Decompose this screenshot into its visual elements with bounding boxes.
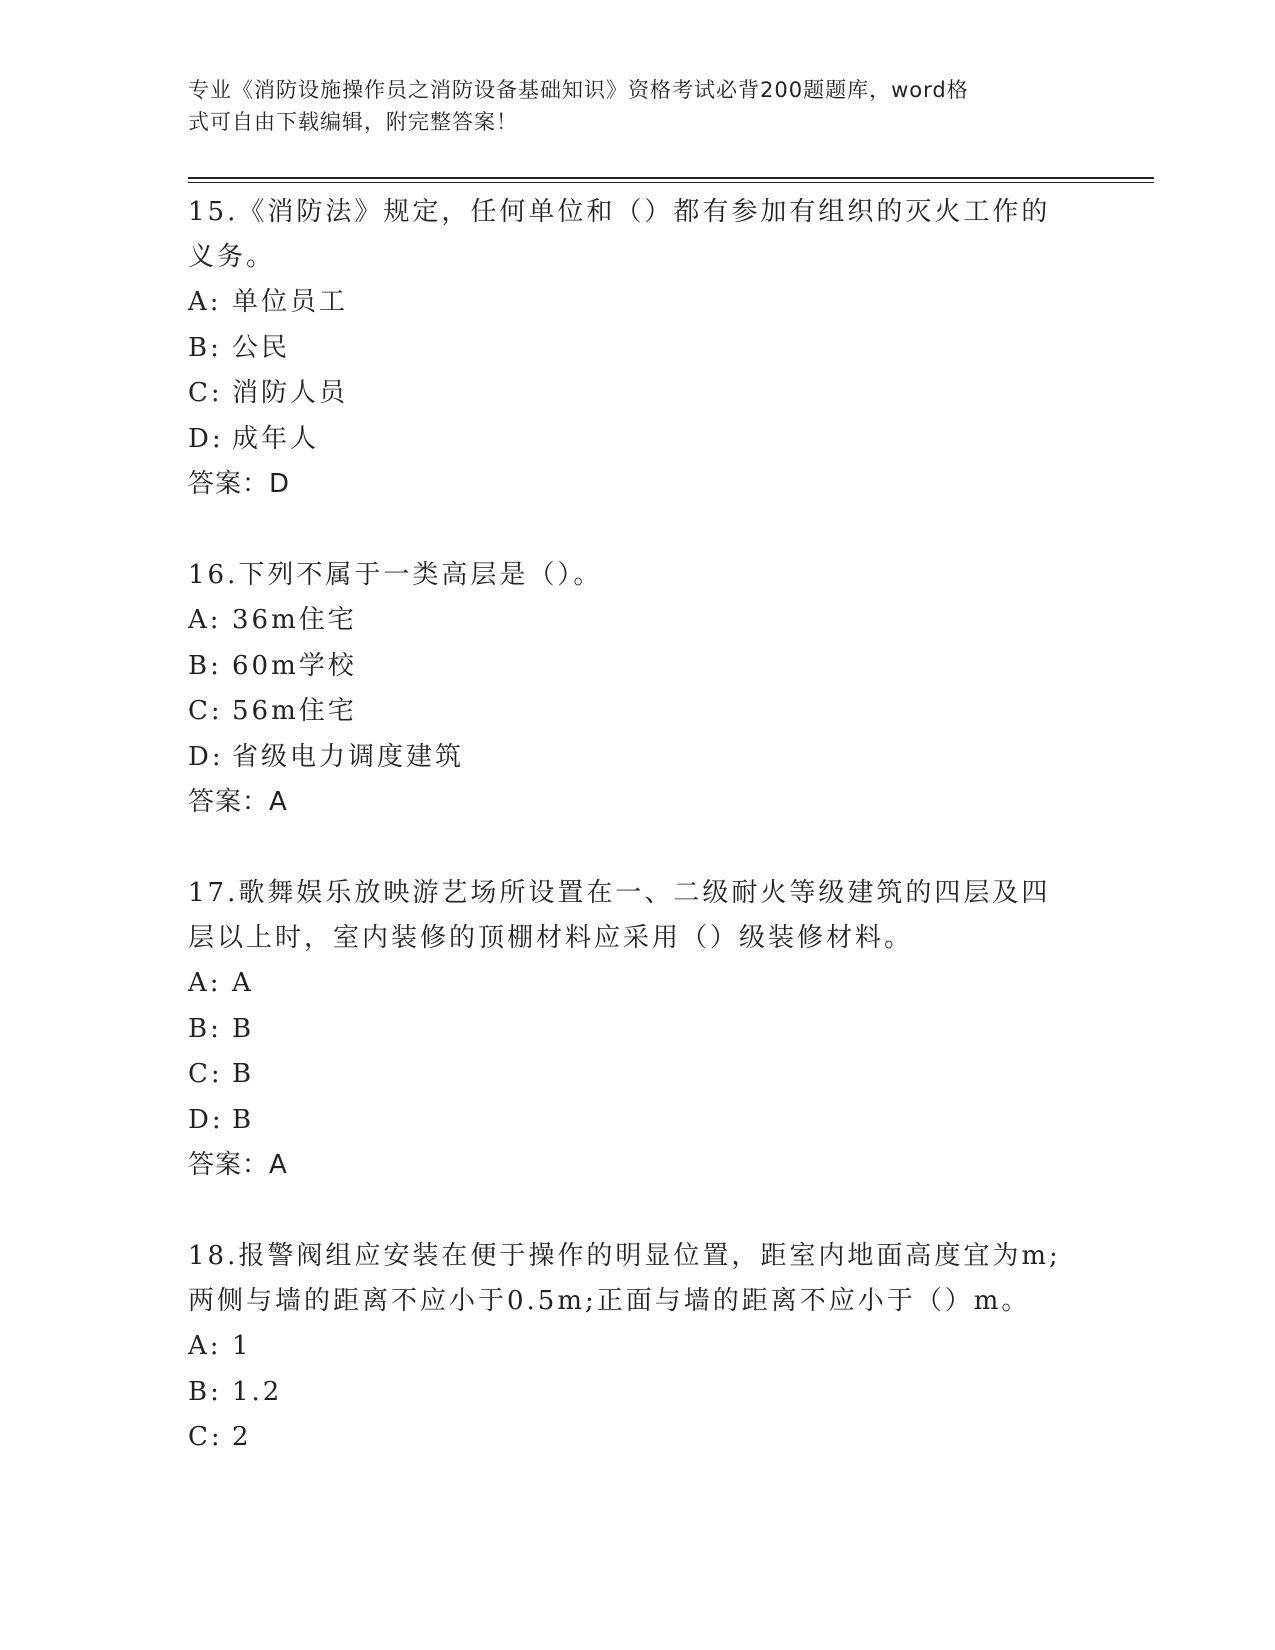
option-text: 56m住宅 <box>232 696 357 726</box>
document-header <box>188 74 1068 138</box>
option-text: 省级电力调度建筑 <box>232 741 465 772</box>
option-text: B <box>232 1013 255 1044</box>
question-stem: 16.下列不属于一类高层是（）。 <box>188 560 603 590</box>
option-d <box>188 735 1088 781</box>
question-18 <box>188 1234 1088 1461</box>
option-label: B: <box>188 332 222 363</box>
question-stem: 15.《消防法》规定，任何单位和（）都有参加有组织的灭火工作的义务。 <box>188 197 1051 272</box>
option-b <box>188 326 1088 372</box>
option-label: D: <box>188 423 224 454</box>
header-divider-thin <box>188 182 1154 183</box>
option-label: A: <box>188 287 222 317</box>
answer: 答案：A <box>188 1150 288 1180</box>
option-d <box>188 1098 1088 1144</box>
option-text: 36m住宅 <box>232 605 357 635</box>
question-spacer <box>188 1188 1088 1234</box>
option-label: D: <box>188 741 224 772</box>
question-stem: 17.歌舞娱乐放映游艺场所设置在一、二级耐火等级建筑的四层及四层以上时，室内装修的顶棚材料应采用（）级装修材料。 <box>188 878 1051 953</box>
option-text: 2 <box>232 1422 252 1452</box>
option-b <box>188 644 1088 690</box>
option-b <box>188 1370 1088 1416</box>
option-label: B: <box>188 650 222 681</box>
option-text: 公民 <box>232 332 291 363</box>
answer: 答案：D <box>188 469 291 499</box>
option-text: 1.2 <box>232 1376 283 1407</box>
option-label: B: <box>188 1013 222 1044</box>
question-list <box>188 190 1088 1461</box>
option-label: A: <box>188 968 222 998</box>
option-label: D: <box>188 1104 224 1135</box>
option-text: A <box>232 968 254 998</box>
option-text: 1 <box>232 1331 252 1361</box>
option-d <box>188 417 1088 463</box>
question-spacer <box>188 825 1088 871</box>
option-text: 单位员工 <box>232 287 349 317</box>
option-c <box>188 1052 1088 1098</box>
option-label: B: <box>188 1376 222 1407</box>
option-label: C: <box>188 1422 223 1452</box>
option-text: 60m学校 <box>232 650 357 681</box>
option-label: A: <box>188 1331 222 1361</box>
option-a <box>188 1324 1088 1370</box>
option-text: 消防人员 <box>232 378 349 408</box>
question-15 <box>188 190 1088 507</box>
option-text: B <box>232 1104 255 1135</box>
header-line-1: 专业《消防设施操作员之消防设备基础知识》资格考试必背200题题库，word格 <box>188 78 969 102</box>
question-16 <box>188 553 1088 825</box>
option-label: C: <box>188 696 223 726</box>
option-text: B <box>232 1059 255 1089</box>
option-c <box>188 371 1088 417</box>
question-17 <box>188 871 1088 1188</box>
header-divider-thick <box>188 177 1154 179</box>
question-spacer <box>188 507 1088 553</box>
option-a <box>188 280 1088 326</box>
option-a <box>188 961 1088 1007</box>
answer: 答案：A <box>188 787 288 817</box>
option-label: C: <box>188 1059 223 1089</box>
option-b <box>188 1007 1088 1053</box>
option-a <box>188 598 1088 644</box>
option-label: C: <box>188 378 223 408</box>
question-stem: 18.报警阀组应安装在便于操作的明显位置，距室内地面高度宜为m;两侧与墙的距离不应小于0.5m;正面与墙的距离不应小于（）m。 <box>188 1241 1061 1316</box>
header-line-2: 式可自由下载编辑，附完整答案！ <box>188 110 518 134</box>
option-c <box>188 1415 1088 1461</box>
option-c <box>188 689 1088 735</box>
option-label: A: <box>188 605 222 635</box>
option-text: 成年人 <box>232 423 320 454</box>
